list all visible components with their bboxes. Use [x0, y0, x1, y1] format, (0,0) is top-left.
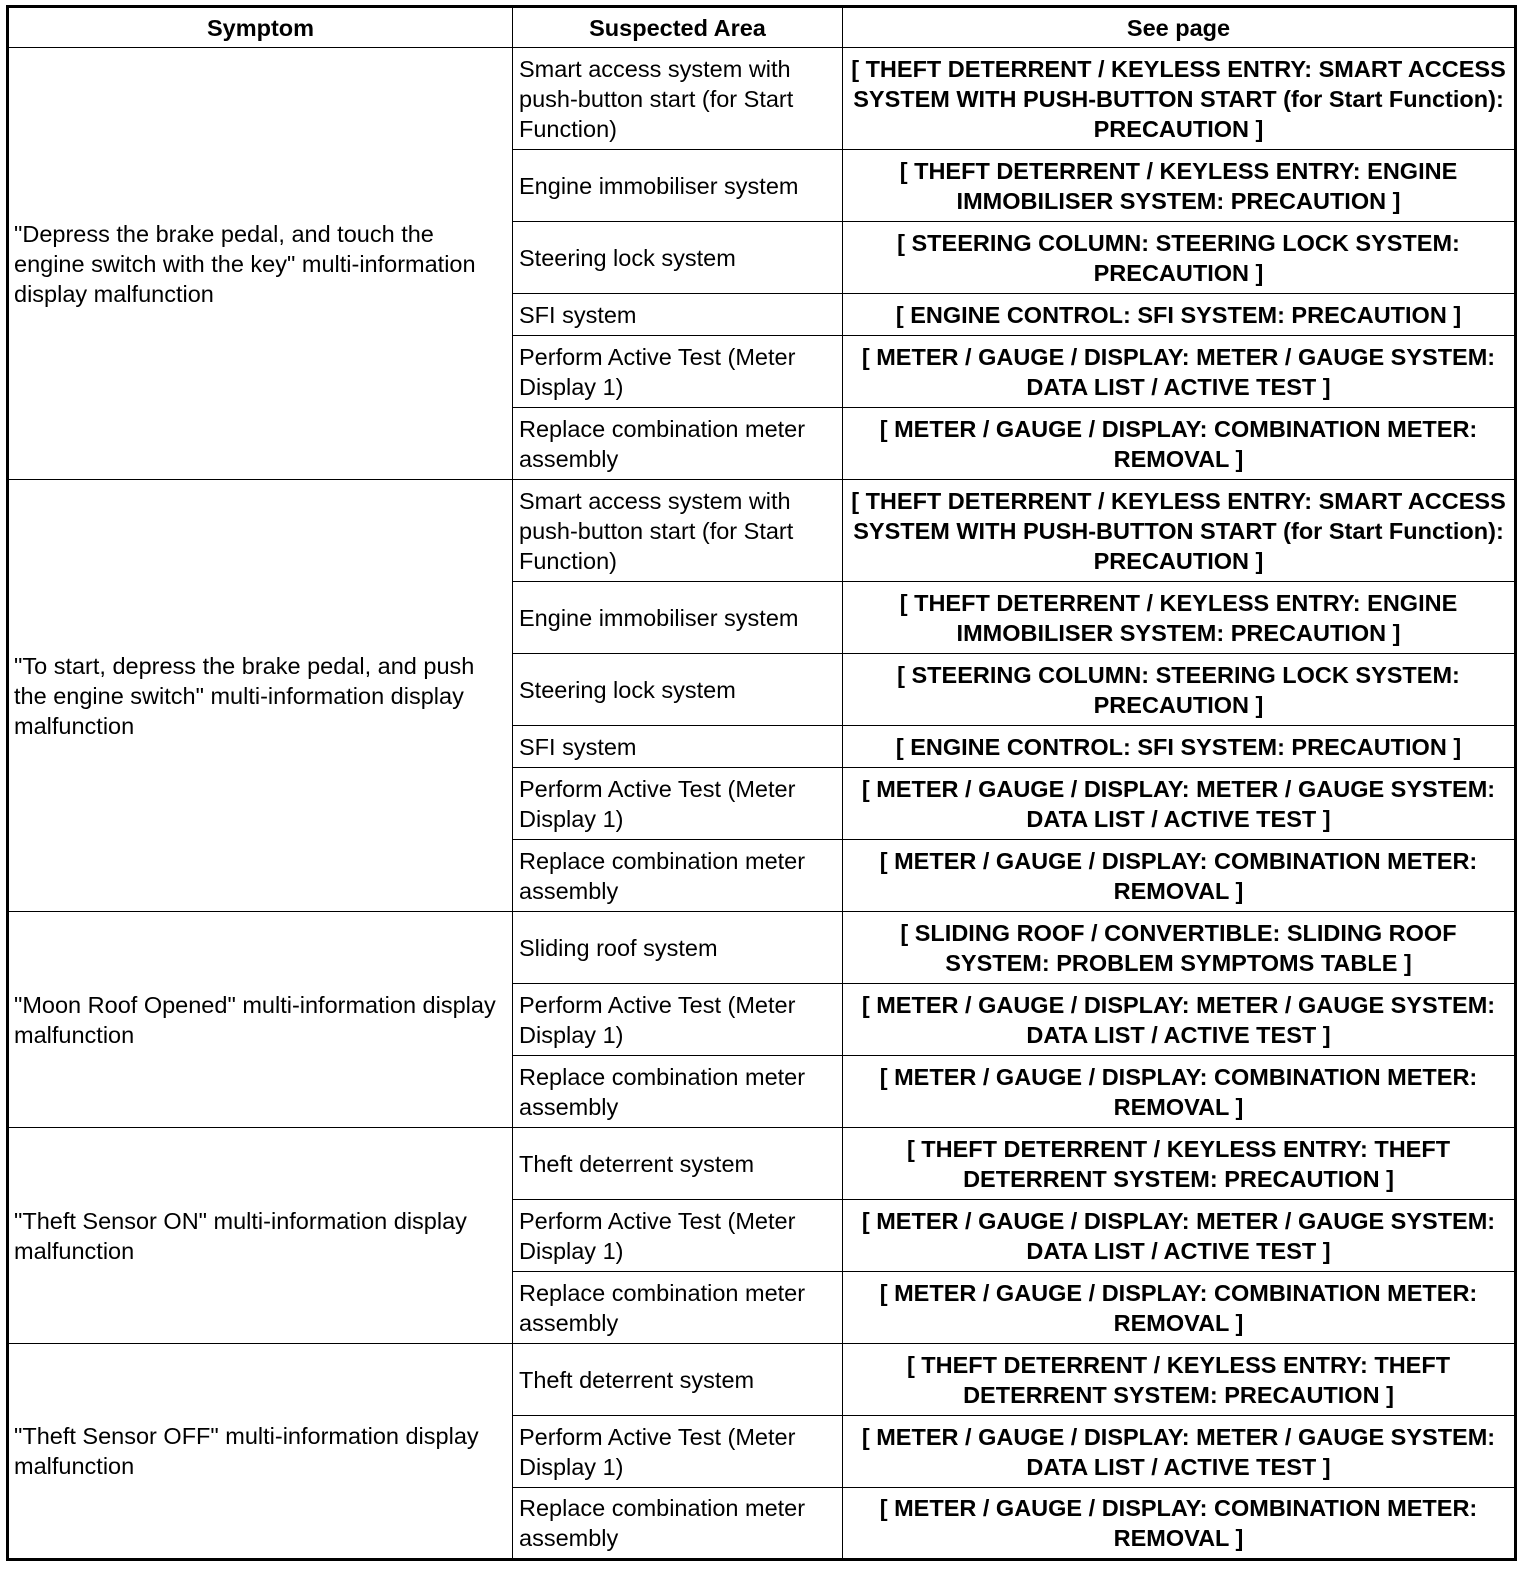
suspected-area-cell: Perform Active Test (Meter Display 1) [513, 984, 843, 1056]
document-page [6, 5, 1514, 1561]
see-page-cell: [ THEFT DETERRENT / KEYLESS ENTRY: SMART ACCESS SYSTEM WITH PUSH-BUTTON START (for Start Function): PRECAUTION ] [843, 480, 1516, 582]
suspected-area-cell: Replace combination meter assembly [513, 1272, 843, 1344]
see-page-cell: [ METER / GAUGE / DISPLAY: COMBINATION METER: REMOVAL ] [843, 1272, 1516, 1344]
table-header [8, 7, 1516, 48]
symptom-cell: "Theft Sensor OFF" multi-information display malfunction [8, 1344, 513, 1560]
see-page-cell: [ METER / GAUGE / DISPLAY: COMBINATION METER: REMOVAL ] [843, 1056, 1516, 1128]
suspected-area-cell: Smart access system with push-button start (for Start Function) [513, 48, 843, 150]
suspected-area-cell: Theft deterrent system [513, 1128, 843, 1200]
suspected-area-cell: Engine immobiliser system [513, 582, 843, 654]
see-page-cell: [ METER / GAUGE / DISPLAY: METER / GAUGE SYSTEM: DATA LIST / ACTIVE TEST ] [843, 1416, 1516, 1488]
table-row [8, 912, 1516, 984]
see-page-cell: [ THEFT DETERRENT / KEYLESS ENTRY: SMART ACCESS SYSTEM WITH PUSH-BUTTON START (for Start Function): PRECAUTION ] [843, 48, 1516, 150]
suspected-area-cell: SFI system [513, 726, 843, 768]
symptom-cell: "Depress the brake pedal, and touch the engine switch with the key" multi-information display malfunction [8, 48, 513, 480]
symptom-cell: "To start, depress the brake pedal, and push the engine switch" multi-information display malfunction [8, 480, 513, 912]
suspected-area-cell: Replace combination meter assembly [513, 840, 843, 912]
suspected-area-cell: Replace combination meter assembly [513, 1056, 843, 1128]
header-suspected-area: Suspected Area [513, 7, 843, 48]
see-page-cell: [ METER / GAUGE / DISPLAY: COMBINATION METER: REMOVAL ] [843, 408, 1516, 480]
see-page-cell: [ METER / GAUGE / DISPLAY: METER / GAUGE SYSTEM: DATA LIST / ACTIVE TEST ] [843, 1200, 1516, 1272]
see-page-cell: [ METER / GAUGE / DISPLAY: COMBINATION METER: REMOVAL ] [843, 1488, 1516, 1560]
symptom-cell: "Moon Roof Opened" multi-information display malfunction [8, 912, 513, 1128]
table-row [8, 1128, 1516, 1200]
see-page-cell: [ METER / GAUGE / DISPLAY: METER / GAUGE SYSTEM: DATA LIST / ACTIVE TEST ] [843, 984, 1516, 1056]
see-page-cell: [ METER / GAUGE / DISPLAY: COMBINATION METER: REMOVAL ] [843, 840, 1516, 912]
suspected-area-cell: Replace combination meter assembly [513, 1488, 843, 1560]
suspected-area-cell: Sliding roof system [513, 912, 843, 984]
suspected-area-cell: Perform Active Test (Meter Display 1) [513, 1200, 843, 1272]
see-page-cell: [ THEFT DETERRENT / KEYLESS ENTRY: THEFT DETERRENT SYSTEM: PRECAUTION ] [843, 1128, 1516, 1200]
suspected-area-cell: Steering lock system [513, 222, 843, 294]
suspected-area-cell: Perform Active Test (Meter Display 1) [513, 768, 843, 840]
suspected-area-cell: Engine immobiliser system [513, 150, 843, 222]
see-page-cell: [ THEFT DETERRENT / KEYLESS ENTRY: THEFT DETERRENT SYSTEM: PRECAUTION ] [843, 1344, 1516, 1416]
suspected-area-cell: Theft deterrent system [513, 1344, 843, 1416]
see-page-cell: [ METER / GAUGE / DISPLAY: METER / GAUGE SYSTEM: DATA LIST / ACTIVE TEST ] [843, 768, 1516, 840]
symptom-cell: "Theft Sensor ON" multi-information display malfunction [8, 1128, 513, 1344]
suspected-area-cell: Smart access system with push-button start (for Start Function) [513, 480, 843, 582]
see-page-cell: [ METER / GAUGE / DISPLAY: METER / GAUGE SYSTEM: DATA LIST / ACTIVE TEST ] [843, 336, 1516, 408]
suspected-area-cell: Steering lock system [513, 654, 843, 726]
see-page-cell: [ SLIDING ROOF / CONVERTIBLE: SLIDING ROOF SYSTEM: PROBLEM SYMPTOMS TABLE ] [843, 912, 1516, 984]
table-body [8, 48, 1516, 1560]
header-see-page: See page [843, 7, 1516, 48]
table-row [8, 480, 1516, 582]
table-row [8, 48, 1516, 150]
table-row [8, 1344, 1516, 1416]
suspected-area-cell: Replace combination meter assembly [513, 408, 843, 480]
see-page-cell: [ ENGINE CONTROL: SFI SYSTEM: PRECAUTION ] [843, 726, 1516, 768]
see-page-cell: [ ENGINE CONTROL: SFI SYSTEM: PRECAUTION ] [843, 294, 1516, 336]
see-page-cell: [ THEFT DETERRENT / KEYLESS ENTRY: ENGINE IMMOBILISER SYSTEM: PRECAUTION ] [843, 582, 1516, 654]
suspected-area-cell: Perform Active Test (Meter Display 1) [513, 1416, 843, 1488]
problem-symptoms-table [6, 5, 1517, 1561]
header-row [8, 7, 1516, 48]
see-page-cell: [ STEERING COLUMN: STEERING LOCK SYSTEM: PRECAUTION ] [843, 222, 1516, 294]
see-page-cell: [ STEERING COLUMN: STEERING LOCK SYSTEM: PRECAUTION ] [843, 654, 1516, 726]
suspected-area-cell: Perform Active Test (Meter Display 1) [513, 336, 843, 408]
header-symptom: Symptom [8, 7, 513, 48]
see-page-cell: [ THEFT DETERRENT / KEYLESS ENTRY: ENGINE IMMOBILISER SYSTEM: PRECAUTION ] [843, 150, 1516, 222]
suspected-area-cell: SFI system [513, 294, 843, 336]
